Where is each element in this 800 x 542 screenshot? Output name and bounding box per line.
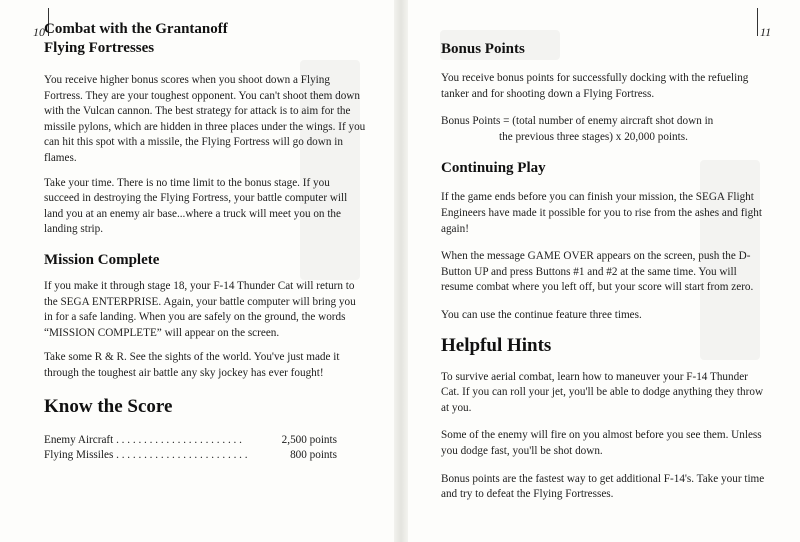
score-heading: Know the Score bbox=[44, 395, 173, 417]
score-row-label: Flying Missiles . . . . . . . . . . . . . . . . . . . . . . . . bbox=[44, 449, 248, 462]
page-number-right: 11 bbox=[760, 25, 772, 39]
hints-paragraph-2: Some of the enemy will fire on you almost before you see them. Unless you dodge fast, you'll be shot down. bbox=[441, 429, 762, 457]
bonus-formula-line2: the previous three stages) x 20,000 points. bbox=[499, 130, 688, 143]
combat-heading bbox=[44, 20, 366, 58]
hints-paragraph-1: To survive aerial combat, learn how to maneuver your F-14 Thunder Cat. If you can roll your jet, you'll be able to dodge anything they throw at you. bbox=[441, 370, 764, 414]
continuing-paragraph-1: If the game ends before you can finish your mission, the SEGA Flight Engineers have made it possible for you to rise from the ashes and fight again! bbox=[441, 191, 762, 235]
mission-paragraph-1: If you make it through stage 18, your F-14 Thunder Cat will return to the SEGA ENTERPRISE. Again, your battle computer will bring you in for a safe landing. When you are safely on the ground, the words “MISSION COMPLETE” will appear on the screen. bbox=[44, 279, 356, 339]
combat-paragraph-2: Take your time. There is no time limit to the bonus stage. If you succeed in destroying the Flying Fortress, your battle computer will land you at an enemy air base...where a truck will meet you on the landing strip. bbox=[44, 176, 348, 236]
book-gutter bbox=[394, 0, 408, 542]
score-row bbox=[44, 448, 337, 464]
score-table bbox=[44, 433, 366, 464]
page-rule-right bbox=[757, 8, 758, 36]
continuing-heading: Continuing Play bbox=[441, 160, 546, 177]
hints-paragraph-3: Bonus points are the fastest way to get additional F-14's. Take your time and try to defeat the Flying Fortresses. bbox=[441, 472, 765, 501]
bonus-heading: Bonus Points bbox=[441, 41, 525, 57]
mission-heading: Mission Complete bbox=[44, 251, 160, 268]
combat-heading-line2: Flying Fortresses bbox=[44, 40, 155, 56]
bonus-paragraph: You receive bonus points for successfully docking with the refueling tanker and for shooting down a Flying Fortress. bbox=[441, 72, 749, 100]
score-row bbox=[44, 433, 337, 449]
score-row-value: 2,500 points bbox=[281, 433, 337, 446]
combat-heading-line1: Combat with the Grantanoff bbox=[44, 21, 228, 37]
bonus-formula bbox=[441, 114, 766, 145]
page-number-left: 10 bbox=[33, 25, 45, 39]
combat-paragraph-1: You receive higher bonus scores when you shoot down a Flying Fortress. They are your toughest opponent. You can't shoot them down with the Vulcan cannon. The best strategy for attack is to aim for the missile pylons, which are hidden in three places under the wings. If you can hit this spot with a missile, the Flying Fortress will go down in flames. bbox=[44, 74, 366, 164]
right-column bbox=[441, 40, 766, 503]
left-column bbox=[44, 20, 366, 464]
continuing-paragraph-3: You can use the continue feature three times. bbox=[441, 308, 642, 321]
score-row-value: 800 points bbox=[290, 449, 337, 462]
score-row-label: Enemy Aircraft . . . . . . . . . . . . . . . . . . . . . . . bbox=[44, 433, 242, 446]
mission-paragraph-2: Take some R & R. See the sights of the world. You've just made it through the toughest air battle any sky jockey has ever fought! bbox=[44, 351, 340, 379]
bonus-formula-line1: Bonus Points = (total number of enemy aircraft shot down in bbox=[441, 115, 714, 128]
hints-heading: Helpful Hints bbox=[441, 334, 552, 356]
continuing-paragraph-2: When the message GAME OVER appears on the screen, push the D-Button UP and press Buttons #1 and #2 at the same time. You will resume combat where you left off, but your score will start from zero. bbox=[441, 250, 754, 294]
